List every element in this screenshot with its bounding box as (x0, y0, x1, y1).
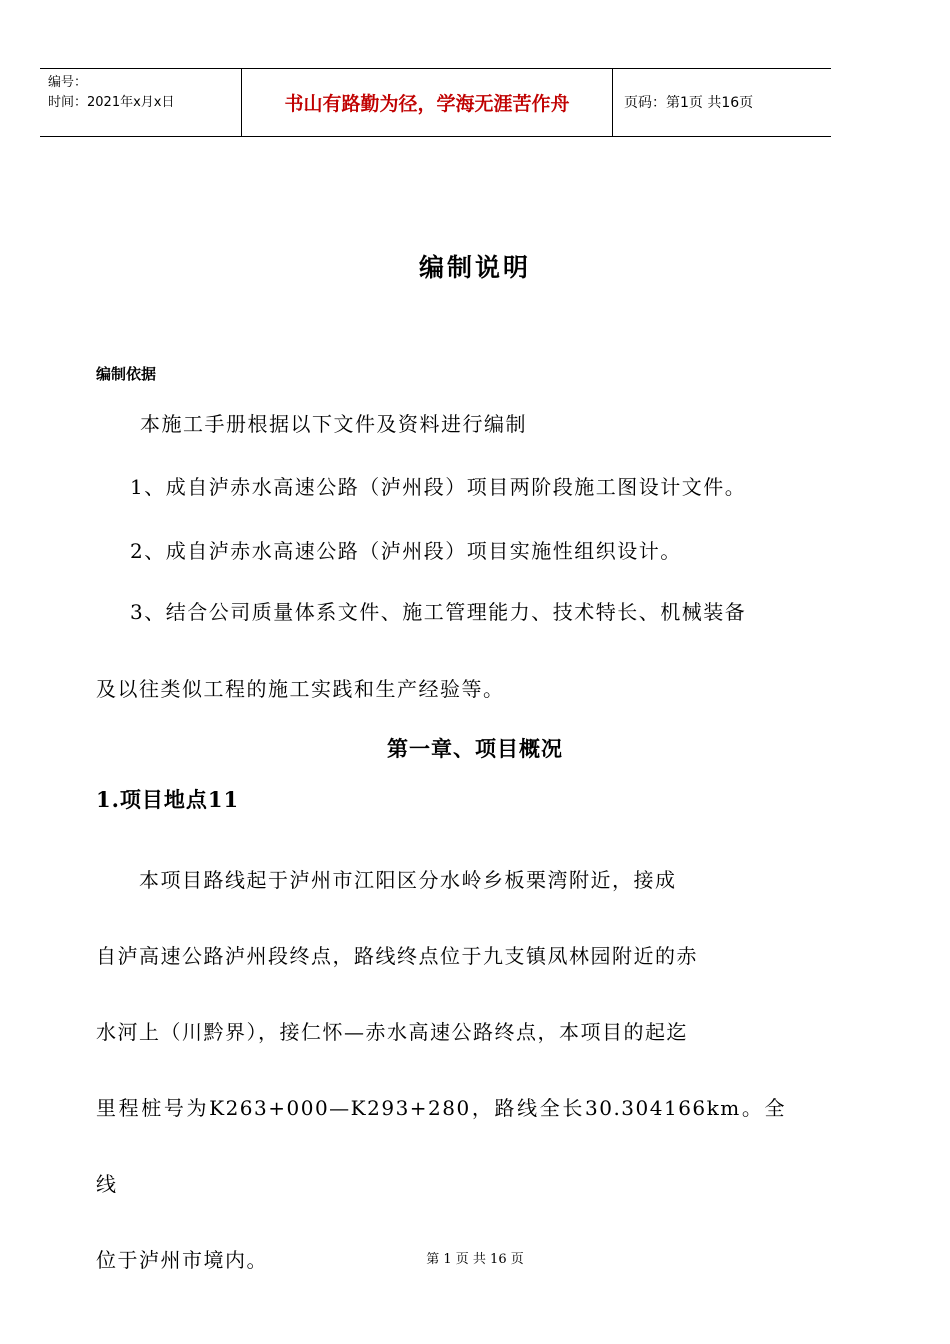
basis-item-1: 1、成自泸赤水高速公路（泸州段）项目两阶段施工图设计文件。 (130, 475, 747, 499)
header-page-info: 页码：第1页 共16页 (624, 95, 754, 111)
section-paragraph (96, 842, 786, 1298)
header-meta (48, 73, 174, 113)
header-divider (612, 69, 613, 136)
basis-item-3: 3、结合公司质量体系文件、施工管理能力、技术特长、机械装备 (130, 600, 747, 624)
document-header (40, 68, 831, 137)
basis-heading: 编制依据 (96, 365, 157, 383)
basis-item-2: 2、成自泸赤水高速公路（泸州段）项目实施性组织设计。 (130, 539, 682, 563)
paragraph-line: 位于泸州市境内。 (96, 1248, 268, 1272)
paragraph-line: 自泸高速公路泸州段终点，路线终点位于九支镇凤林园附近的赤 (96, 944, 698, 968)
basis-item-3-continued: 及以往类似工程的施工实践和生产经验等。 (96, 677, 505, 701)
time-label: 时间：2021年x月x日 (48, 95, 175, 110)
basis-intro: 本施工手册根据以下文件及资料进行编制 (140, 412, 527, 436)
page-footer: 第 1 页 共 16 页 (426, 1252, 524, 1267)
paragraph-line: 本项目路线起于泸州市江阳区分水岭乡板栗湾附近，接成 (96, 868, 677, 892)
header-motto: 书山有路勤为径，学海无涯苦作舟 (284, 93, 570, 115)
document-title: 编制说明 (418, 253, 531, 282)
paragraph-line: 里程桩号为K263+000—K293+280，路线全长30.304166km。全线 (96, 1096, 786, 1196)
paragraph-line: 水河上（川黔界），接仁怀—赤水高速公路终点，本项目的起迄 (96, 1020, 688, 1044)
chapter-title: 第一章、项目概况 (387, 737, 563, 761)
section-heading: 1.项目地点11 (96, 787, 240, 812)
serial-label: 编号： (48, 75, 88, 90)
